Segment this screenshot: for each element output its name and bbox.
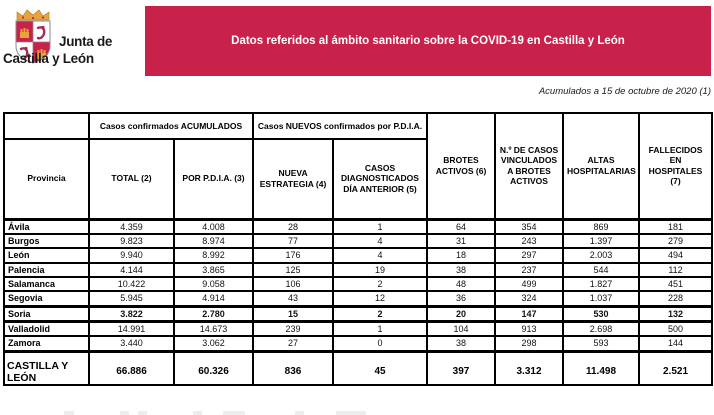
total-value-cell: 836 bbox=[253, 351, 333, 385]
clipped-footnote bbox=[0, 410, 714, 415]
value-cell: 12 bbox=[333, 291, 427, 306]
value-cell: 15 bbox=[253, 306, 333, 321]
value-cell: 20 bbox=[427, 306, 495, 321]
value-cell: 239 bbox=[253, 321, 333, 336]
total-value-cell: 397 bbox=[427, 351, 495, 385]
province-cell: León bbox=[4, 248, 89, 262]
group-header-acumulados: Casos confirmados ACUMULADOS bbox=[89, 113, 253, 139]
value-cell: 0 bbox=[333, 336, 427, 351]
value-cell: 1.397 bbox=[563, 234, 639, 248]
value-cell: 8.992 bbox=[174, 248, 253, 262]
value-cell: 4 bbox=[333, 234, 427, 248]
value-cell: 10.422 bbox=[89, 277, 174, 291]
value-cell: 14.673 bbox=[174, 321, 253, 336]
value-cell: 9.823 bbox=[89, 234, 174, 248]
group-header-nuevos-pdia: Casos NUEVOS confirmados por P.D.I.A. bbox=[253, 113, 427, 139]
value-cell: 297 bbox=[495, 248, 563, 262]
value-cell: 2.780 bbox=[174, 306, 253, 321]
value-cell: 176 bbox=[253, 248, 333, 262]
value-cell: 28 bbox=[253, 219, 333, 234]
col-header-total: TOTAL (2) bbox=[89, 139, 174, 219]
value-cell: 18 bbox=[427, 248, 495, 262]
col-header-por-pdia: POR P.D.I.A. (3) bbox=[174, 139, 253, 219]
col-header-provincia: Provincia bbox=[4, 139, 89, 219]
value-cell: 9.940 bbox=[89, 248, 174, 262]
junta-castilla-leon-logo bbox=[2, 4, 120, 76]
value-cell: 36 bbox=[427, 291, 495, 306]
value-cell: 354 bbox=[495, 219, 563, 234]
value-cell: 2.003 bbox=[563, 248, 639, 262]
value-cell: 4 bbox=[333, 248, 427, 262]
table-row bbox=[4, 291, 712, 306]
logo-text-line2: Castilla y León bbox=[3, 51, 94, 66]
col-header-nueva-estrategia: NUEVA ESTRATEGIA (4) bbox=[253, 139, 333, 219]
table-row bbox=[4, 321, 712, 336]
value-cell: 147 bbox=[495, 306, 563, 321]
value-cell: 3.822 bbox=[89, 306, 174, 321]
province-cell: Burgos bbox=[4, 234, 89, 248]
value-cell: 2 bbox=[333, 277, 427, 291]
value-cell: 1.827 bbox=[563, 277, 639, 291]
logo-text-line1: Junta de bbox=[59, 34, 113, 49]
value-cell: 48 bbox=[427, 277, 495, 291]
province-cell: Zamora bbox=[4, 336, 89, 351]
table-body bbox=[4, 219, 712, 351]
value-cell: 8.974 bbox=[174, 234, 253, 248]
value-cell: 869 bbox=[563, 219, 639, 234]
value-cell: 2.698 bbox=[563, 321, 639, 336]
value-cell: 237 bbox=[495, 263, 563, 277]
title-banner bbox=[145, 6, 711, 76]
value-cell: 31 bbox=[427, 234, 495, 248]
value-cell: 228 bbox=[639, 291, 712, 306]
value-cell: 1.037 bbox=[563, 291, 639, 306]
total-value-cell: 2.521 bbox=[639, 351, 712, 385]
total-value-cell: 60.326 bbox=[174, 351, 253, 385]
col-header-fallecidos: FALLECIDOS EN HOSPITALES (7) bbox=[639, 113, 712, 219]
value-cell: 14.991 bbox=[89, 321, 174, 336]
value-cell: 19 bbox=[333, 263, 427, 277]
table-row bbox=[4, 336, 712, 351]
table-row bbox=[4, 234, 712, 248]
col-header-casos-vinculados: N.º DE CASOS VINCULADOS A BROTES ACTIVOS bbox=[495, 113, 563, 219]
page-title: Datos referidos al ámbito sanitario sobre la COVID-19 en Castilla y León bbox=[231, 35, 625, 47]
accumulated-date-note: Acumulados a 15 de octubre de 2020 (1) bbox=[538, 86, 711, 97]
total-row bbox=[4, 351, 712, 385]
value-cell: 77 bbox=[253, 234, 333, 248]
value-cell: 64 bbox=[427, 219, 495, 234]
value-cell: 1 bbox=[333, 219, 427, 234]
province-cell: Salamanca bbox=[4, 277, 89, 291]
value-cell: 494 bbox=[639, 248, 712, 262]
table-row bbox=[4, 306, 712, 321]
value-cell: 144 bbox=[639, 336, 712, 351]
value-cell: 500 bbox=[639, 321, 712, 336]
value-cell: 913 bbox=[495, 321, 563, 336]
value-cell: 3.865 bbox=[174, 263, 253, 277]
value-cell: 27 bbox=[253, 336, 333, 351]
table-row bbox=[4, 277, 712, 291]
col-header-diagnosticados-dia-anterior: CASOS DIAGNOSTICADOS DÍA ANTERIOR (5) bbox=[333, 139, 427, 219]
total-value-cell: 3.312 bbox=[495, 351, 563, 385]
province-cell: Segovia bbox=[4, 291, 89, 306]
col-header-altas-hospitalarias: ALTAS HOSPITALARIAS bbox=[563, 113, 639, 219]
table-row bbox=[4, 248, 712, 262]
value-cell: 4.144 bbox=[89, 263, 174, 277]
value-cell: 5.945 bbox=[89, 291, 174, 306]
value-cell: 4.359 bbox=[89, 219, 174, 234]
province-cell: Valladolid bbox=[4, 321, 89, 336]
total-label: CASTILLA Y LEÓN bbox=[4, 351, 89, 385]
value-cell: 499 bbox=[495, 277, 563, 291]
corner-cell bbox=[4, 113, 89, 139]
table-row bbox=[4, 219, 712, 234]
value-cell: 4.914 bbox=[174, 291, 253, 306]
value-cell: 324 bbox=[495, 291, 563, 306]
total-value-cell: 66.886 bbox=[89, 351, 174, 385]
value-cell: 112 bbox=[639, 263, 712, 277]
value-cell: 104 bbox=[427, 321, 495, 336]
value-cell: 125 bbox=[253, 263, 333, 277]
total-value-cell: 45 bbox=[333, 351, 427, 385]
value-cell: 593 bbox=[563, 336, 639, 351]
value-cell: 2 bbox=[333, 306, 427, 321]
value-cell: 106 bbox=[253, 277, 333, 291]
value-cell: 38 bbox=[427, 336, 495, 351]
value-cell: 530 bbox=[563, 306, 639, 321]
value-cell: 181 bbox=[639, 219, 712, 234]
province-cell: Palencia bbox=[4, 263, 89, 277]
value-cell: 544 bbox=[563, 263, 639, 277]
value-cell: 38 bbox=[427, 263, 495, 277]
total-value-cell: 11.498 bbox=[563, 351, 639, 385]
value-cell: 243 bbox=[495, 234, 563, 248]
value-cell: 3.062 bbox=[174, 336, 253, 351]
province-cell: Soria bbox=[4, 306, 89, 321]
value-cell: 3.440 bbox=[89, 336, 174, 351]
table-row bbox=[4, 263, 712, 277]
col-header-brotes-activos: BROTES ACTIVOS (6) bbox=[427, 113, 495, 219]
value-cell: 279 bbox=[639, 234, 712, 248]
province-cell: Ávila bbox=[4, 219, 89, 234]
value-cell: 4.008 bbox=[174, 219, 253, 234]
value-cell: 451 bbox=[639, 277, 712, 291]
value-cell: 9.058 bbox=[174, 277, 253, 291]
value-cell: 298 bbox=[495, 336, 563, 351]
value-cell: 1 bbox=[333, 321, 427, 336]
value-cell: 43 bbox=[253, 291, 333, 306]
value-cell: 132 bbox=[639, 306, 712, 321]
covid-data-table bbox=[3, 112, 713, 386]
